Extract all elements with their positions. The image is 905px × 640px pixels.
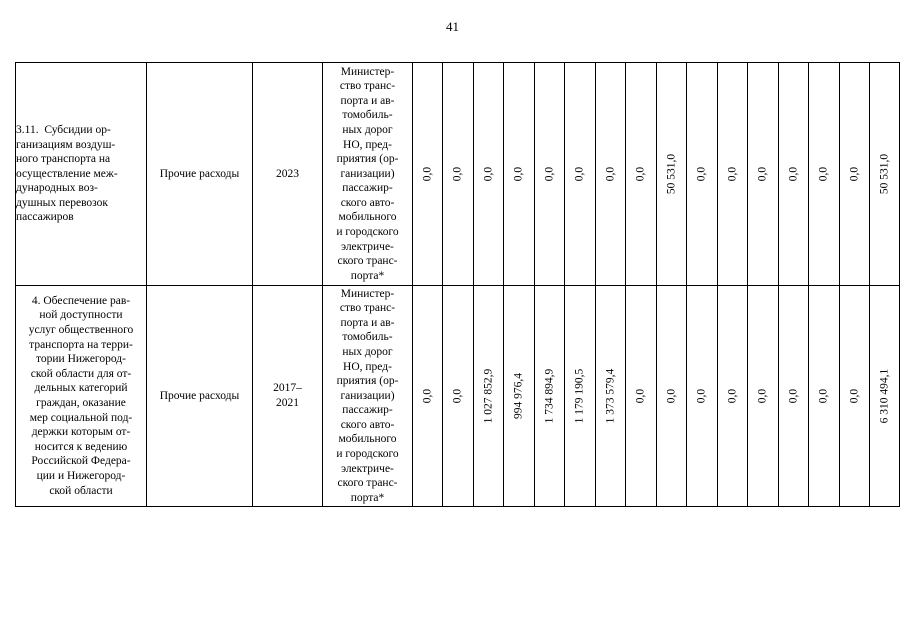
value-cell <box>657 63 687 286</box>
value-text: 0,0 <box>848 166 861 182</box>
value-text: 0,0 <box>695 388 708 404</box>
value-text: 0,0 <box>604 166 617 182</box>
total-text: 6 310 494,1 <box>878 368 891 424</box>
value-text: 0,0 <box>634 388 647 404</box>
value-cell <box>504 286 535 507</box>
value-cell <box>748 286 779 507</box>
value-text: 0,0 <box>726 166 739 182</box>
value-text: 1 179 190,5 <box>573 368 586 424</box>
value-cell <box>504 63 535 286</box>
value-cell <box>840 286 870 507</box>
budget-table <box>15 62 900 507</box>
value-text: 0,0 <box>817 166 830 182</box>
total-cell <box>870 286 900 507</box>
table-row <box>16 63 900 286</box>
value-text: 0,0 <box>421 166 434 182</box>
value-text: 0,0 <box>634 166 647 182</box>
value-cell <box>840 63 870 286</box>
value-cell <box>565 63 596 286</box>
value-text: 0,0 <box>451 166 464 182</box>
years-cell: 2017– 2021 <box>253 286 323 507</box>
value-cell <box>413 63 443 286</box>
value-text: 0,0 <box>848 388 861 404</box>
expense-type-cell: Прочие расходы <box>147 286 253 507</box>
value-text: 0,0 <box>451 388 464 404</box>
value-cell <box>443 286 474 507</box>
expense-type-cell: Прочие расходы <box>147 63 253 286</box>
value-cell <box>779 286 809 507</box>
value-cell <box>596 63 626 286</box>
value-text: 0,0 <box>817 388 830 404</box>
value-cell <box>474 63 504 286</box>
value-cell <box>596 286 626 507</box>
value-text: 994 976,4 <box>512 373 525 419</box>
value-cell <box>779 63 809 286</box>
value-cell <box>565 286 596 507</box>
executor-cell: Министер- ство транс- порта и ав- томобиль- ных дорог НО, пред- приятия (ор- ганизации) пассажир- ского авто- мобильного и городского электриче- ского транс- порта* <box>323 286 413 507</box>
page-number: 41 <box>446 19 459 34</box>
measure-name-cell: 3.11. Субсидии ор- ганизациям воздуш- ного транспорта на осуществление меж- дународных воз- душных перевозок пассажиров <box>16 63 147 286</box>
value-cell <box>718 286 748 507</box>
value-cell <box>413 286 443 507</box>
value-text: 1 734 894,9 <box>543 368 556 424</box>
value-cell <box>687 286 718 507</box>
years-cell: 2023 <box>253 63 323 286</box>
value-text: 0,0 <box>787 388 800 404</box>
value-cell <box>626 286 657 507</box>
value-cell <box>443 63 474 286</box>
value-cell <box>657 286 687 507</box>
value-text: 0,0 <box>756 388 769 404</box>
value-text: 0,0 <box>695 166 708 182</box>
value-text: 0,0 <box>787 166 800 182</box>
value-text: 0,0 <box>543 166 556 182</box>
value-text: 0,0 <box>482 166 495 182</box>
total-cell <box>870 63 900 286</box>
value-cell <box>809 286 840 507</box>
value-text: 0,0 <box>573 166 586 182</box>
value-cell <box>687 63 718 286</box>
value-cell <box>535 286 565 507</box>
value-cell <box>748 63 779 286</box>
value-text: 1 373 579,4 <box>604 368 617 424</box>
value-cell <box>474 286 504 507</box>
value-text: 1 027 852,9 <box>482 368 495 424</box>
value-cell <box>809 63 840 286</box>
value-text: 0,0 <box>756 166 769 182</box>
value-text: 50 531,0 <box>665 153 678 195</box>
table-row <box>16 286 900 507</box>
value-cell <box>626 63 657 286</box>
executor-cell: Министер- ство транс- порта и ав- томобиль- ных дорог НО, пред- приятия (ор- ганизации) пассажир- ского авто- мобильного и городского электриче- ского транс- порта* <box>323 63 413 286</box>
value-cell <box>718 63 748 286</box>
total-text: 50 531,0 <box>878 153 891 195</box>
value-cell <box>535 63 565 286</box>
value-text: 0,0 <box>726 388 739 404</box>
measure-name-cell: 4. Обеспечение рав- ной доступности услуг общественного транспорта на терри- тории Нижегород- ской области для от- дельных категорий граждан, оказание мер социальной под- держки которым от- носится к ведению Российской Федера- ции и Нижегород- ской области <box>16 286 147 507</box>
value-text: 0,0 <box>421 388 434 404</box>
value-text: 0,0 <box>665 388 678 404</box>
value-text: 0,0 <box>512 166 525 182</box>
